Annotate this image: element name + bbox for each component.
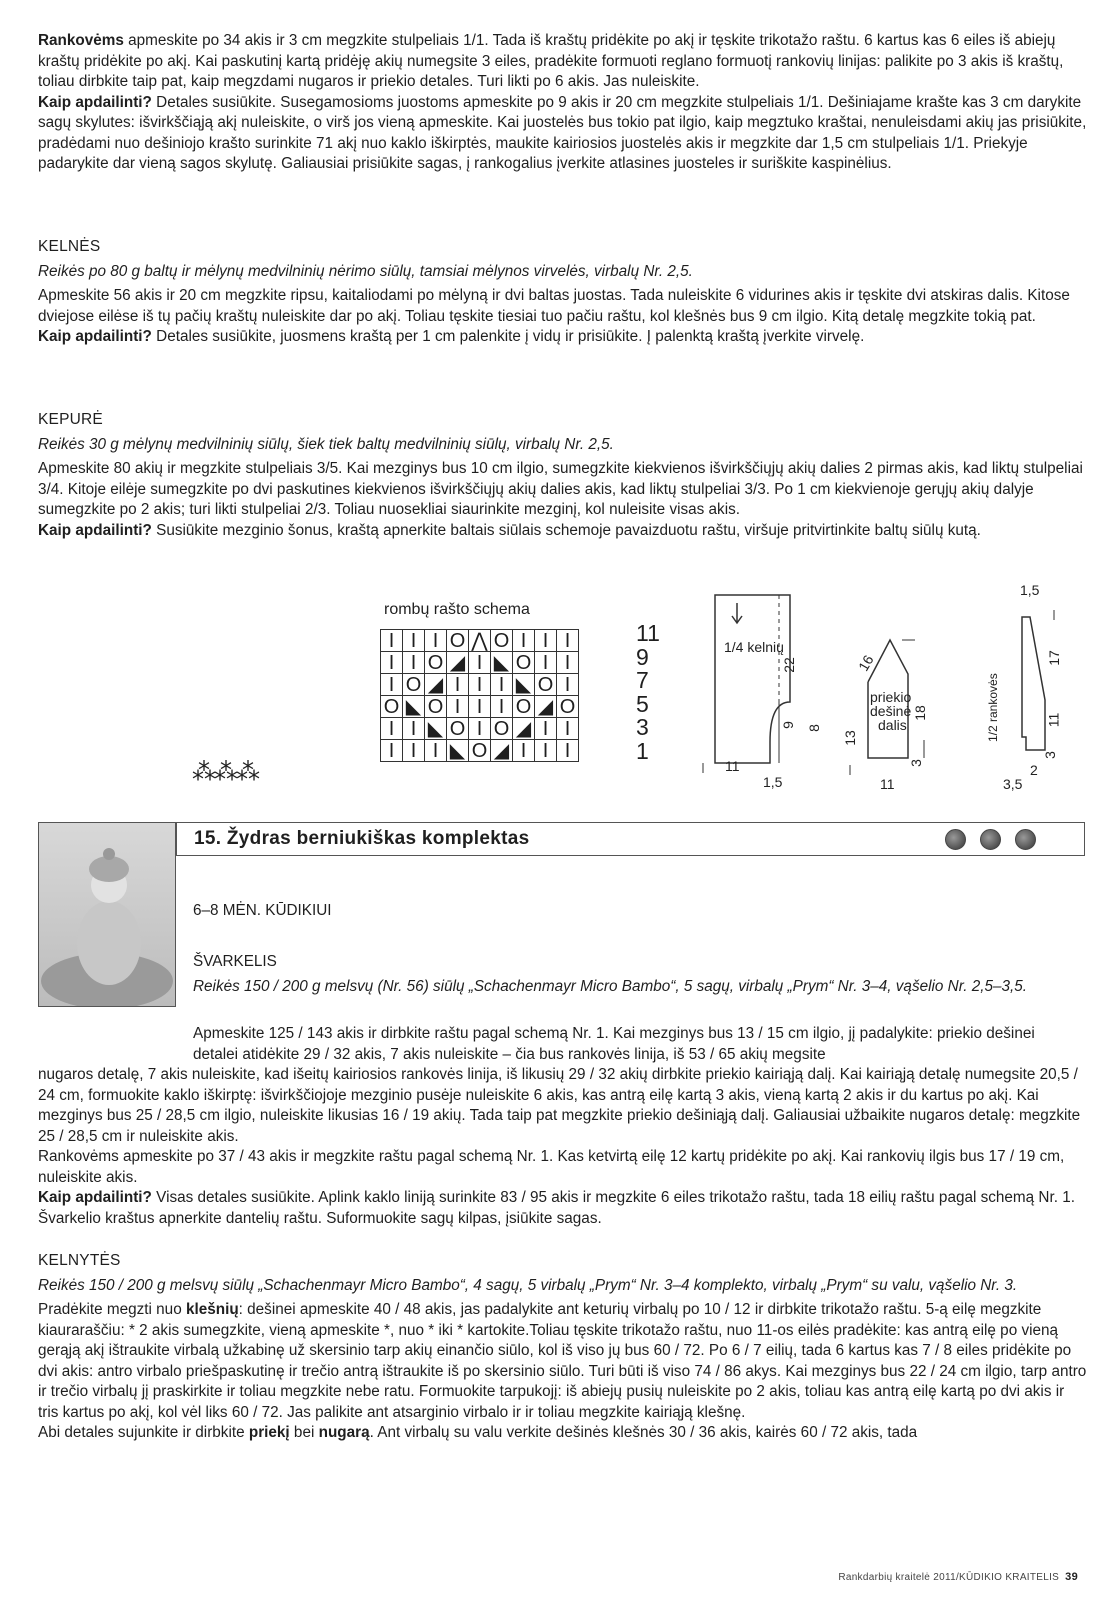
chart-row-number: 5 [636, 690, 649, 717]
front-dim-3: 3 [907, 759, 924, 767]
svarkelis-finish-label: Kaip apdailinti? [38, 1189, 152, 1206]
svarkelis-finish [38, 1188, 1088, 1229]
section-15-title: 15. Žydras berniukiškas komplektas [194, 828, 530, 849]
chart-row [381, 696, 579, 718]
chart-cell: I [403, 630, 425, 652]
page-footer [838, 1571, 1078, 1583]
rhombus-pattern-chart [380, 629, 579, 762]
sleeve-label: 1/2 rankovės [986, 673, 1000, 742]
chart-row [381, 652, 579, 674]
difficulty-ball-icon [1015, 829, 1036, 850]
chart-cell: ◣ [491, 652, 513, 674]
chart-row-number: 7 [636, 667, 649, 693]
chart-cell: I [381, 718, 403, 740]
front-dim-18: 18 [911, 705, 928, 721]
front-label-line1: priekio [870, 689, 912, 705]
difficulty-ball-icon [945, 829, 966, 850]
chart-cell: I [403, 718, 425, 740]
chart-cell: I [403, 652, 425, 674]
chart-row [381, 674, 579, 696]
kelnes-section [38, 237, 1088, 348]
chart-cell: O [425, 696, 447, 718]
kelnytes-p2-b: priekį [248, 1424, 290, 1441]
kepure-finish-label: Kaip apdailinti? [38, 521, 152, 539]
kelnes-finish-text: Detales susiūkite, juosmens kraštą per 1 cm palenkite į vidų ir prisiūkite. Į palenktą kraštą įverkite virvelę. [151, 328, 865, 345]
chart-cell: I [381, 740, 403, 762]
svarkelis-heading: ŠVARKELIS [193, 953, 277, 970]
chart-cell: I [381, 652, 403, 674]
front-label-line2: dešinė [870, 703, 912, 719]
chart-cell: I [469, 696, 491, 718]
chart-cell: ◢ [535, 696, 557, 718]
section-15-body [38, 1065, 1088, 1444]
chart-cell: I [535, 652, 557, 674]
chart-cell: O [513, 696, 535, 718]
chart-row-number: 11 [636, 620, 660, 646]
chart-cell: I [381, 630, 403, 652]
age-label: 6–8 MĖN. KŪDIKIUI [193, 902, 332, 919]
chart-cell: I [535, 718, 557, 740]
chart-cell: ◣ [425, 718, 447, 740]
footer-text: Rankdarbių kraitelė 2011/KŪDIKIO KRAITELIS [838, 1572, 1060, 1583]
chart-cell: ◣ [403, 696, 425, 718]
sleeve-schematic [1000, 600, 1080, 780]
kelnytes-materials: Reikės 150 / 200 g melsvų siūlų „Schachenmayr Micro Bambo“, 4 sagų, 5 virbalų „Prym“ Nr. 3–4 komplekto, virbalų „Prym“ su valu, vąšelio Nr. 3. [38, 1276, 1018, 1294]
pants-dim-22: 22 [780, 657, 797, 673]
chart-cell: ⋀ [469, 630, 491, 652]
edging-pattern-strip: ⁂⁂⁂ [192, 759, 258, 786]
chart-cell: I [469, 718, 491, 740]
sleeves-paragraph [38, 31, 1088, 93]
kelnes-body: Apmeskite 56 akis ir 20 cm megzkite ripsu, kaitaliodami po mėlyną ir dvi baltas juostas. Tada nuleiskite 6 vidurines akis ir tęskite dvi atskiras dalis. Kitose dviejose eilėse iš tų pačių kraštų nuleiskite dar po akį. Toliau tęskite tiesiai tuo pačiu raštu, kol klešnės bus 9 cm ilgio. Kitą detalę megzkite tokią pat. [38, 287, 1070, 325]
chart-cell: ◢ [447, 652, 469, 674]
sleeves-text: apmeskite po 34 akis ir 3 cm megzkite stulpeliais 1/1. Tada iš kraštų pridėkite po akį ir tęskite trikotažo raštu. 6 kartus kas 6 eiles iš abiejų kraštų pridėkite po akį. Kai paskutinį kartą pridėję akių numegsite 3 eiles, pradėkite formuoti reglano formuotį rankovių linijas: palikite po 3 akis iš kraštų, toliau dirbkite taip pat, kaip megzdami nugaros ir priekio detales. Turi likti po 6 akis. Jas nuleiskite. [38, 32, 1064, 90]
kelnytes-p2-d: nugarą [318, 1424, 370, 1441]
chart-row [381, 630, 579, 652]
chart-cell: I [491, 674, 513, 696]
pants-schematic [700, 585, 800, 785]
kelnytes-p2-e: . Ant virbalų su valu verkite dešinės klešnės 30 / 36 akis, kairės 60 / 72 akis, tada [369, 1424, 918, 1441]
difficulty-ball-icon [980, 829, 1001, 850]
chart-cell: I [513, 630, 535, 652]
finish-label: Kaip apdailinti? [38, 93, 152, 111]
baby-photo [38, 822, 176, 1007]
chart-row-number: 9 [636, 643, 649, 670]
finish-paragraph [38, 93, 1088, 175]
chart-cell: O [535, 674, 557, 696]
chart-cell: O [557, 696, 579, 718]
chart-cell: ◢ [513, 718, 535, 740]
front-dim-16: 16 [854, 652, 877, 674]
chart-cell: O [469, 740, 491, 762]
chart-cell: O [425, 652, 447, 674]
chart-cell: I [557, 652, 579, 674]
svarkelis-body-rest: nugaros detalę, 7 akis nuleiskite, kad išeitų kairiosios rankovės linija, iš likusių 29 / 32 akių dirbkite priekio kairiąją dalį. Kai kairiąją detalę numegsite 20,5 / 24 cm, formuokite kaklo iškirptę: išvirkščiojoje mezginio pusėje nuleiskite 6 akis, kas antrą eilę kartą 3 akis, vieną kartą 2 akis ir du kartus po akį. Kai mezginys bus 25 / 28,5 cm ilgio, nuleiskite likusias 16 / 19 akių. Tada taip pat megzkite priekio dešiniąją dalį. Galiausiai užbaikite nugaros detalę: megzkite 25 / 28,5 cm ir nuleiskite akis. [38, 1066, 1081, 1145]
chart-row [381, 740, 579, 762]
sleeves-label: Rankovėms [38, 32, 124, 49]
chart-cell: ◢ [491, 740, 513, 762]
top-section [38, 31, 1088, 175]
chart-cell: I [381, 674, 403, 696]
kelnytes-p1-b: klešnių [185, 1301, 239, 1318]
kelnytes-p2 [38, 1423, 1088, 1444]
chart-cell: I [535, 740, 557, 762]
svarkelis-finish-text: Visas detales susiūkite. Aplink kaklo liniją surinkite 83 / 95 akis ir megzkite 6 eiles trikotažo raštu, tada 18 eilių raštu pagal schemą Nr. 1. Švarkelio kraštus apnerkite dantelių raštu. Suformuokite sagų kilpas, įsiūkite sagas. [38, 1189, 1075, 1227]
chart-cell: ◣ [513, 674, 535, 696]
chart-cell: I [557, 740, 579, 762]
chart-cell: I [557, 630, 579, 652]
svarkelis-sleeves: Rankovėms apmeskite po 37 / 43 akis ir megzkite raštu pagal schemą Nr. 1. Kas ketvirtą eilę 12 kartų pridėkite po akį. Kai rankovių ilgis bus 17 / 19 cm, nuleiskite akis. [38, 1148, 1065, 1186]
sleeve-dim-17: 17 [1045, 650, 1062, 666]
kelnytes-p1-a: Pradėkite megzti nuo [38, 1301, 186, 1318]
svarkelis-body-start: Apmeskite 125 / 143 akis ir dirbkite raštu pagal schemą Nr. 1. Kai mezginys bus 13 / 15 cm ilgio, jį padalykite: priekio dešinei detalei atidėkite 29 / 32 akis, 7 akis nuleiskite – čia bus rankovės linija, iš 53 / 65 akių megsite [193, 1025, 1035, 1063]
chart-cell: I [469, 652, 491, 674]
kelnytes-p1 [38, 1300, 1088, 1423]
sleeve-dim-35: 3,5 [1003, 776, 1023, 792]
kepure-body: Apmeskite 80 akių ir megzkite stulpeliais 3/5. Kai mezginys bus 10 cm ilgio, sumegzkite kiekvienos išvirkščiųjų akių dalies 2 pirmas akis, kad liktų stulpeliai 3/4. Kitoje eilėje sumegzkite po dvi paskutines kiekvienos išvirkščiųjų akių dalies akis, kad liktų stulpeliai 3/3. Po 1 cm kiekvienoje gerųjų akių dalyje sumegzkite po 2 akis; turi likti stulpeliai 2/3. Toliau nuosekliai siaurinkite mezginį, kol nuleisite visas akis. [38, 460, 1083, 518]
kepure-materials: Reikės 30 g mėlynų medvilninių siūlų, šiek tiek baltų medvilninių siūlų, virbalų Nr. 2,5. [38, 435, 614, 453]
kepure-finish-text: Susiūkite mezginio šonus, kraštą apnerkite baltais siūlais schemoje pavaizduotu raštu, viršuje pritvirtinkite baltų siūlų kutą. [151, 521, 981, 539]
chart-cell: O [447, 718, 469, 740]
chart-cell: O [403, 674, 425, 696]
chart-cell: I [447, 674, 469, 696]
sleeve-dim-15: 1,5 [1020, 582, 1040, 598]
kelnes-heading: KELNĖS [38, 238, 101, 255]
chart-cell: I [535, 630, 557, 652]
chart-row-number: 3 [636, 714, 649, 740]
kepure-heading: KEPURĖ [38, 411, 103, 428]
chart-cell: I [425, 740, 447, 762]
kelnes-finish [38, 327, 1088, 348]
kelnytes-heading: KELNYTĖS [38, 1252, 121, 1269]
chart-row [381, 718, 579, 740]
finish-text: Detales susiūkite. Susegamosioms juostoms apmeskite po 9 akis ir 20 cm megzkite stulpeliais 1/1. Dešiniajame krašte kas 3 cm darykite sagų skylutes: išvirkščiąją akį nuleiskite, o virš jos vieną apmeskite. Kai juostelės bus tokio pat ilgio, kaip megztuko kraštai, nenuleisdami akių jas prisiūkite, pradėdami nuo dešiniojo krašto surinkite 71 akį nuo kaklo iškirptės, maukite kairiosios juostelės akis ir megzkite dar 1,5 cm stulpeliais 1/1. Priekyje padarykite dar vieną sagos skylutę. Galiausiai prisiūkite sagas, į rankogalius įverkite atlasines juosteles ir suriškite kaspinėlius. [38, 93, 1087, 172]
front-label [870, 690, 911, 732]
kelnytes-p1-c: : dešinei apmeskite 40 / 48 akis, jas padalykite ant keturių virbalų po 10 / 12 ir dirbkite trikotažo raštu. 5-ą eilę megzkite kiauraraščiu: * 2 akis sumegzkite, vieną apmeskite *, nuo * iki * kartokite.Toliau tęskite trikotažo raštu, nuo 11-os eilės pradėkite: kas antrą eilę po vieną gerąją akį ištraukite virbalą užkabinę už skersinio tarp akių einančio siūlo, kol iš viso jų bus 60 / 72. Po 6 / 7 eilių, tada 6 kartus kas 7 / 8 eiles pridėkite po dvi akis: antro virbalo priešpaskutinę ir trečio antrą ištraukite iš po skersinio siūlo. Turi būti iš viso 74 / 86 akys. Kai mezginys bus 22 / 24 cm ilgio, tarp antro ir trečio virbalų jį praskirkite ir toliau megzkite nebe ratu. Formuokite tarpukojį: iš abiejų pusių nuleiskite po 2 akis, toliau kas antrą eilę kartą po dvi akis ir tris kartus po akį, kol vėl liks 60 / 72. Jas palikite ant atsarginio virbalo ir ir toliau megzkite kairiąją klešnę. [38, 1301, 1087, 1421]
kelnytes-p2-a: Abi detales sujunkite ir dirbkite [38, 1424, 249, 1441]
svarkelis-materials: Reikės 150 / 200 g melsvų (Nr. 56) siūlų „Schachenmayr Micro Bambo“, 5 sagų, virbalų „Prym“ Nr. 3–4, vąšelio Nr. 2,5–3,5. [193, 978, 1028, 995]
sleeve-dim-11: 11 [1045, 712, 1062, 728]
chart-cell: I [557, 674, 579, 696]
chart-cell: I [491, 696, 513, 718]
chart-cell: O [513, 652, 535, 674]
chart-cell: I [403, 740, 425, 762]
front-label-line3: dalis [878, 717, 907, 733]
chart-cell: I [447, 696, 469, 718]
chart-cell: I [425, 630, 447, 652]
baby-photo-illustration [39, 823, 175, 1006]
chart-cell: I [557, 718, 579, 740]
front-dim-11: 11 [880, 776, 895, 792]
pants-dim-9: 9 [779, 721, 796, 729]
chart-cell: ◢ [425, 674, 447, 696]
chart-cell: O [491, 718, 513, 740]
sleeve-dim-2: 2 [1030, 762, 1038, 778]
chart-cell: O [447, 630, 469, 652]
chart-cell: O [381, 696, 403, 718]
kepure-section [38, 410, 1088, 541]
pants-dim-8: 8 [805, 724, 822, 732]
chart-cell: I [469, 674, 491, 696]
pants-dim-11: 11 [725, 758, 740, 774]
kelnytes-p2-c: bei [289, 1424, 319, 1441]
chart-cell: ◣ [447, 740, 469, 762]
chart-cell: I [513, 740, 535, 762]
chart-title: rombų rašto schema [384, 601, 530, 618]
kelnes-finish-label: Kaip apdailinti? [38, 328, 152, 345]
chart-cell: O [491, 630, 513, 652]
front-dim-13: 13 [841, 730, 858, 746]
kelnes-materials: Reikės po 80 g baltų ir mėlynų medvilninių nėrimo siūlų, tamsiai mėlynos virvelės, virbalų Nr. 2,5. [38, 262, 693, 280]
page-number: 39 [1065, 1571, 1078, 1583]
pants-label: 1/4 kelnių [724, 639, 784, 655]
pants-dim-15: 1,5 [763, 774, 783, 790]
sleeve-dim-3: 3 [1041, 751, 1058, 759]
kepure-finish [38, 521, 1088, 542]
chart-row-number: 1 [636, 737, 649, 764]
